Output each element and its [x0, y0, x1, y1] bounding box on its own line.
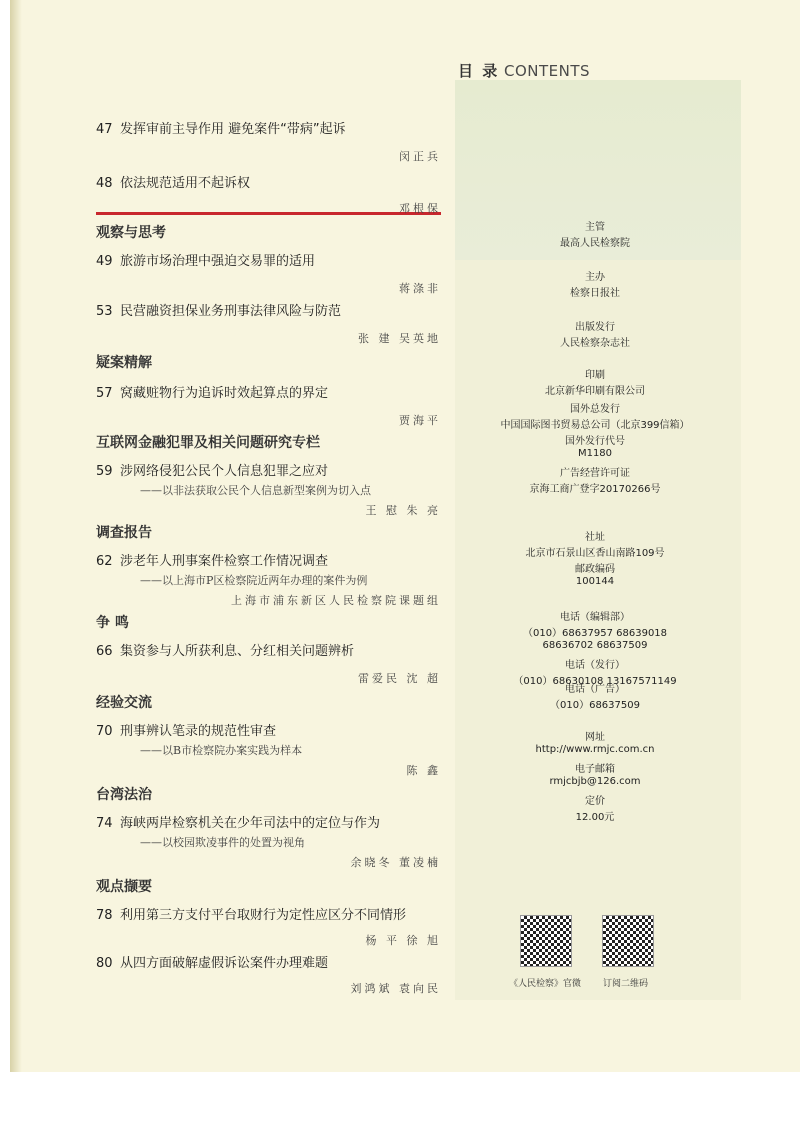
- toc-entry[interactable]: [96, 250, 315, 269]
- toc-article-author: 陈 鑫: [406, 764, 441, 777]
- masthead-label: 网址: [585, 732, 605, 743]
- masthead-value: 中国国际图书贸易总公司（北京399信箱）: [500, 420, 690, 431]
- masthead-value: 检察日报社: [570, 288, 620, 299]
- toc-section-heading: 观察与思考: [96, 225, 166, 241]
- masthead-value: 最高人民检察院: [560, 238, 630, 249]
- masthead-value: （010）68630108 13167571149: [513, 676, 677, 687]
- toc-entry[interactable]: [96, 640, 354, 659]
- masthead-label: 主办: [585, 272, 605, 283]
- masthead-label: 广告经营许可证: [560, 468, 630, 479]
- toc-article-author: 贾海平: [399, 414, 441, 427]
- toc-article-author: 上海市浦东新区人民检察院课题组: [231, 594, 441, 607]
- toc-section-heading: 观点撷要: [96, 879, 152, 895]
- qr-caption-subscribe: 订阅二维码: [603, 979, 649, 989]
- toc-entry[interactable]: [96, 118, 346, 137]
- toc-page-number: 57: [96, 386, 113, 401]
- toc-article-title: 集资参与人所获利息、分红相关问题辨析: [120, 644, 355, 659]
- toc-article-title: 旅游市场治理中强迫交易罪的适用: [120, 254, 316, 269]
- toc-section-heading: 台湾法治: [96, 787, 152, 803]
- masthead-value: （010）68637957 68639018: [522, 628, 668, 639]
- toc-article-title: 发挥审前主导作用 避免案件“带病”起诉: [120, 122, 346, 137]
- toc-page-number: 59: [96, 464, 113, 479]
- toc-article-title: 涉网络侵犯公民个人信息犯罪之应对: [120, 464, 329, 479]
- toc-page-number: 66: [96, 644, 113, 659]
- masthead-label: 印刷: [585, 370, 605, 381]
- toc-section-heading: 互联网金融犯罪及相关问题研究专栏: [96, 435, 320, 451]
- toc-article-subtitle: ——以非法获取公民个人信息新型案例为切入点: [140, 484, 371, 497]
- toc-page-number: 80: [96, 956, 113, 971]
- masthead-value: rmjcbjb@126.com: [549, 776, 641, 787]
- toc-entry[interactable]: [96, 550, 328, 569]
- toc-page-number: 49: [96, 254, 113, 269]
- contents-title-cn: 目 录: [458, 62, 500, 80]
- contents-header: [458, 60, 590, 81]
- masthead-value: 100144: [575, 576, 615, 587]
- toc-section-heading: 经验交流: [96, 695, 152, 711]
- masthead-label: 电话（发行）: [565, 660, 625, 671]
- toc-entry[interactable]: [96, 172, 250, 191]
- toc-article-author: 闵正兵: [399, 150, 441, 163]
- section-divider: [96, 212, 441, 215]
- toc-article-author: 雷爱民 沈 超: [358, 672, 441, 685]
- toc-article-subtitle: ——以校园欺凌事件的处置为视角: [140, 836, 305, 849]
- masthead-label: 电话（编辑部）: [560, 612, 630, 623]
- masthead-label: 主管: [585, 222, 605, 233]
- toc-entry[interactable]: [96, 812, 380, 831]
- masthead-label: 电话（广告）: [565, 684, 625, 695]
- toc-article-author: 邓根保: [399, 202, 441, 215]
- masthead-label: 出版发行: [575, 322, 615, 333]
- toc-article-title: 民营融资担保业务刑事法律风险与防范: [120, 304, 342, 319]
- toc-page-number: 62: [96, 554, 113, 569]
- toc-article-subtitle: ——以B市检察院办案实践为样本: [140, 744, 303, 757]
- toc-entry[interactable]: [96, 720, 276, 739]
- toc-article-subtitle: ——以上海市P区检察院近两年办理的案件为例: [140, 574, 368, 587]
- toc-article-title: 刑事辨认笔录的规范性审查: [120, 724, 277, 739]
- masthead-value: 68636702 68637509: [542, 640, 648, 651]
- toc-article-author: 张 建 吴英地: [358, 332, 441, 345]
- masthead-value: 北京市石景山区香山南路109号: [525, 548, 665, 559]
- toc-article-author: 杨 平 徐 旭: [365, 934, 441, 947]
- page-binding-shadow: [10, 0, 22, 1072]
- masthead-label: 社址: [585, 532, 605, 543]
- toc-entry[interactable]: [96, 300, 341, 319]
- toc-article-title: 涉老年人刑事案件检察工作情况调查: [120, 554, 329, 569]
- toc-section-heading: 疑案精解: [96, 355, 152, 371]
- masthead-value: http://www.rmjc.com.cn: [535, 744, 655, 755]
- masthead-label: 定价: [585, 796, 605, 807]
- masthead-value: M1180: [577, 448, 613, 459]
- toc-article-title: 从四方面破解虚假诉讼案件办理难题: [120, 956, 329, 971]
- masthead-label: 国外总发行: [570, 404, 620, 415]
- toc-entry[interactable]: [96, 952, 328, 971]
- masthead-value: 人民检察杂志社: [560, 338, 630, 349]
- masthead-value: 北京新华印刷有限公司: [545, 386, 645, 397]
- toc-article-author: 余晓冬 董凌楠: [350, 856, 441, 869]
- qr-caption-weibo: 《人民检察》官微: [509, 979, 582, 989]
- toc-page-number: 74: [96, 816, 113, 831]
- toc-page-number: 48: [96, 176, 113, 191]
- masthead-value: 京海工商广登字20170266号: [529, 484, 661, 495]
- masthead-label: 邮政编码: [575, 564, 615, 575]
- toc-page-number: 70: [96, 724, 113, 739]
- masthead-label: 电子邮箱: [575, 764, 615, 775]
- toc-entry[interactable]: [96, 382, 328, 401]
- toc-article-title: 依法规范适用不起诉权: [120, 176, 251, 191]
- toc-article-author: 王 慰 朱 亮: [365, 504, 441, 517]
- masthead-value: 12.00元: [575, 812, 615, 823]
- toc-article-author: 蒋涤非: [399, 282, 441, 295]
- toc-article-title: 利用第三方支付平台取财行为定性应区分不同情形: [120, 908, 407, 923]
- toc-section-heading: 调查报告: [96, 525, 152, 541]
- toc-section-heading: 争 鸣: [96, 615, 129, 631]
- toc-article-title: 海峡两岸检察机关在少年司法中的定位与作为: [120, 816, 381, 831]
- toc-entry[interactable]: [96, 460, 328, 479]
- qr-code-subscribe[interactable]: [602, 915, 654, 967]
- toc-article-author: 刘鸿斌 袁向民: [350, 982, 441, 995]
- toc-page-number: 47: [96, 122, 113, 137]
- toc-entry[interactable]: [96, 904, 406, 923]
- toc-article-title: 窝藏赃物行为追诉时效起算点的界定: [120, 386, 329, 401]
- contents-title-en: CONTENTS: [504, 62, 591, 80]
- masthead-value: （010）68637509: [550, 700, 640, 711]
- masthead-label: 国外发行代号: [565, 436, 625, 447]
- qr-code-weibo[interactable]: [520, 915, 572, 967]
- masthead-decor: [455, 80, 741, 260]
- toc-page-number: 53: [96, 304, 113, 319]
- toc-page-number: 78: [96, 908, 113, 923]
